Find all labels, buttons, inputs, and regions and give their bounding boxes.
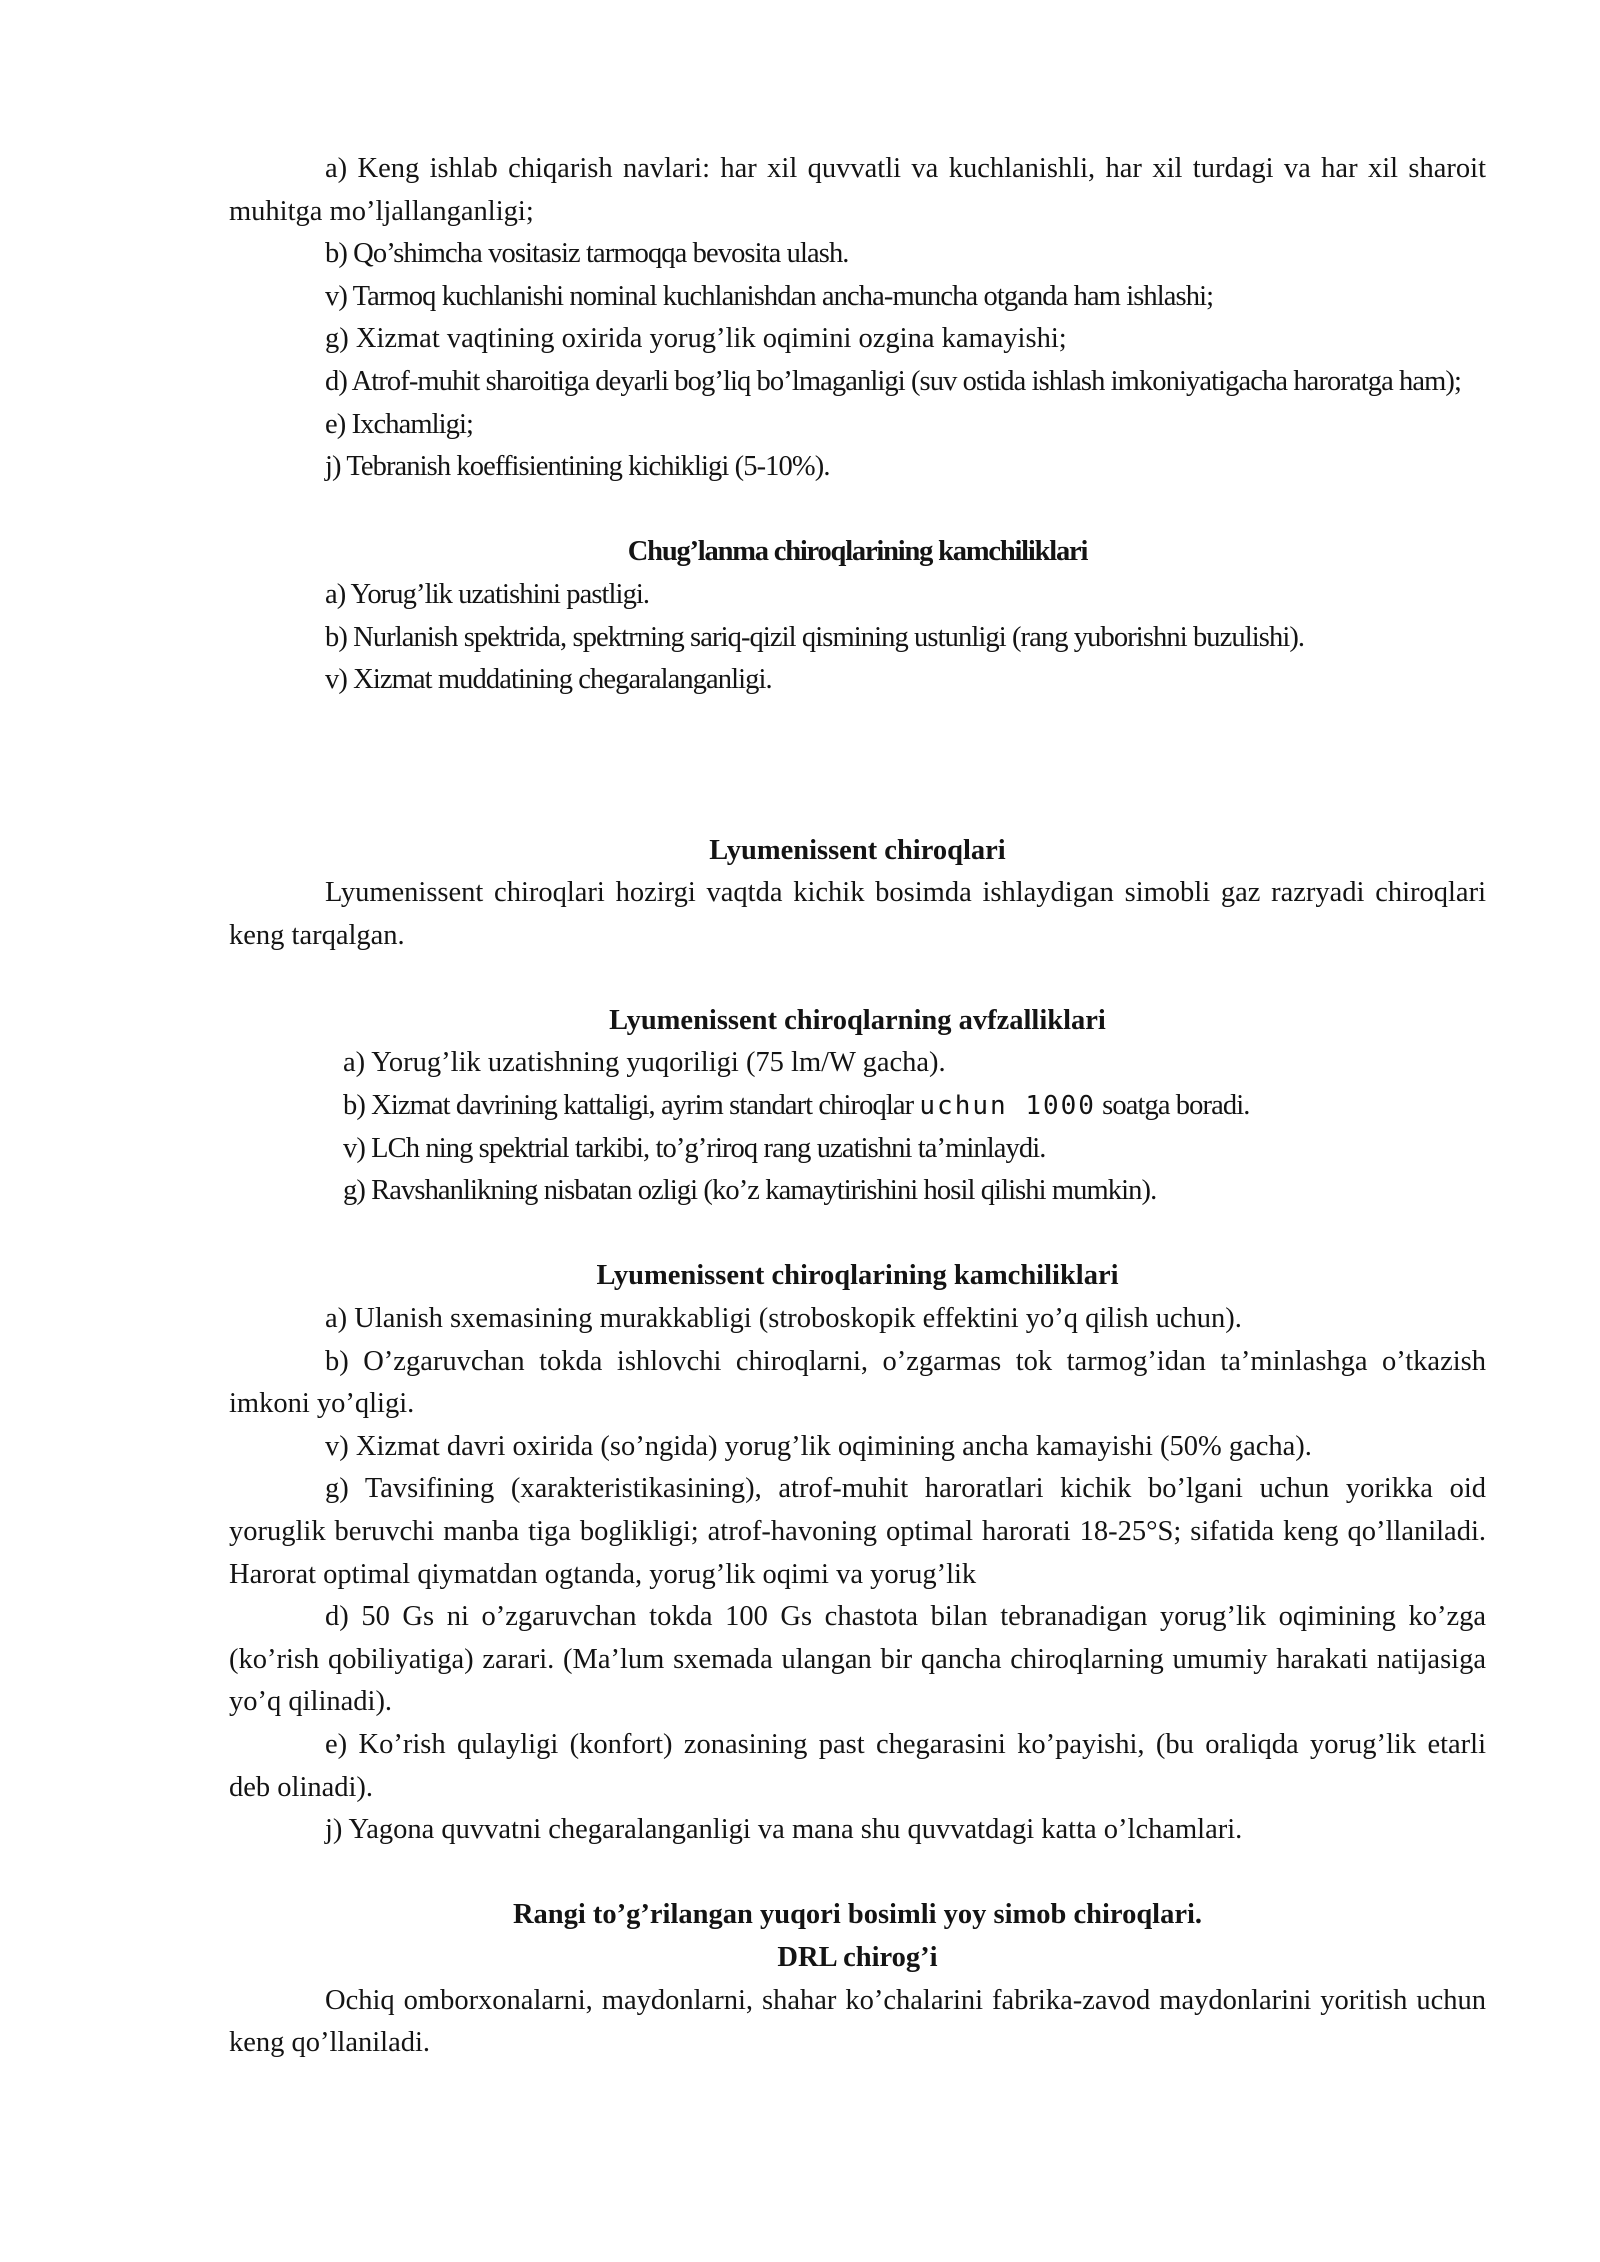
section-heading-incandescent-drawbacks: Chug’lanma chiroqlarining kamchiliklari [627,536,1088,568]
fluorescent-drawback-a: a) Ulanish sxemasining murakkabligi (stroboskopik effektini yo’q qilish uchun). [325,1303,1242,1335]
advantages-item-e: e) Ixchamligi; [325,408,474,440]
section-heading-fluorescent-advantages: Lyumenissent chiroqlarning avfzalliklari [609,1004,1106,1036]
advantages-item-d: d) Atrof-muhit sharoitiga deyarli bog’liq bo’lmaganligi (suv ostida ishlash imkoniyatigacha haroratga ham); [325,365,1462,397]
advantages-item-g: g) Xizmat vaqtining oxirida yorug’lik oqimini ozgina kamayishi; [325,323,1067,355]
section-heading-fluorescent-drawbacks: Lyumenissent chiroqlarining kamchiliklari [596,1260,1119,1292]
fluorescent-advantage-a: a) Yorug’lik uzatishning yuqoriligi (75 lm/W gacha). [343,1047,946,1079]
fluorescent-intro-paragraph: Lyumenissent chiroqlari hozirgi vaqtda kichik bosimda ishlaydigan simobli gaz razryadi chiroqlari keng tarqalgan. [229,877,1486,951]
fluorescent-advantage-g: g) Ravshanlikning nisbatan ozligi (ko’z kamaytirishini hosil qilishi mumkin). [343,1175,1157,1207]
advantages-item-b: b) Qo’shimcha vositasiz tarmoqqa bevosita ulash. [325,238,849,270]
fluorescent-drawback-b: b) O’zgaruvchan tokda ishlovchi chiroqlarni, o’zgarmas tok tarmog’idan ta’minlashga o’tkazish imkoni yo’qligi. [229,1345,1486,1420]
fluorescent-advantage-b [229,1085,1486,1128]
section-heading-fluorescent: Lyumenissent chiroqlari [709,834,1006,866]
spacer [229,1852,1486,1895]
advantage-b-text-end: soatga boradi. [1095,1090,1250,1122]
spacer [229,957,1486,1000]
advantages-item-a: a) Keng ishlab chiqarish navlari: har xil quvvatli va kuchlanishli, har xil turdagi va har xil sharoit muhitga mo’ljallanganligi; [229,153,1486,227]
spacer [229,702,1486,830]
spacer [229,1213,1486,1256]
fluorescent-drawback-v: v) Xizmat davri oxirida (so’ngida) yorug’lik oqimining ancha kamayishi (50% gacha). [325,1430,1312,1462]
advantage-b-text-start: b) Xizmat davrining kattaligi, ayrim standart chiroqlar [343,1090,920,1122]
section-heading-drl-lamps: Rangi to’g’rilangan yuqori bosimli yoy simob chiroqlari. [512,1899,1203,1931]
drawbacks-item-v: v) Xizmat muddatining chegaralanganligi. [325,664,772,696]
drawbacks-item-b: b) Nurlanish spektrida, spektrning sariq-qizil qismining ustunligi (rang yuborishni buzulishi). [325,621,1305,653]
document-page [229,148,1486,2065]
fluorescent-drawback-j: j) Yagona quvvatni chegaralanganligi va mana shu quvvatdagi katta o’lchamlari. [325,1814,1243,1846]
fluorescent-drawback-e: e) Ko’rish qulayligi (konfort) zonasining past chegarasini ko’payishi, (bu oraliqda yorug’lik etarli deb olinadi). [229,1728,1486,1803]
spacer [229,489,1486,532]
fluorescent-advantage-v: v) LCh ning spektrial tarkibi, to’g’riroq rang uzatishni ta’minlaydi. [343,1132,1046,1164]
advantage-b-monospace-text: uchun 1000 [919,1091,1096,1122]
section-subheading-drl: DRL chirog’i [777,1941,938,1973]
drl-paragraph: Ochiq omborxonalarni, maydonlarni, shahar ko’chalarini fabrika-zavod maydonlarini yoritish uchun keng qo’llaniladi. [229,1984,1486,2059]
fluorescent-drawback-g: g) Tavsifining (xarakteristikasining), atrof-muhit haroratlari kichik bo’lgani uchun yorikka oid yoruglik beruvchi manba tiga boglikligi; atrof-havoning optimal harorati 18-25°S; sifatida keng qo’llaniladi. Harorat optimal qiymatdan ogtanda, yorug’lik oqimi va yorug’lik [229,1473,1486,1590]
drawbacks-item-a: a) Yorug’lik uzatishini pastligi. [325,578,650,610]
fluorescent-drawback-d: d) 50 Gs ni o’zgaruvchan tokda 100 Gs chastota bilan tebranadigan yorug’lik oqimining ko’zga (ko’rish qobiliyatiga) zarari. (Ma’lum sxemada ulangan bir qancha chiroqlarning umumiy harakati natijasiga yo’q qilinadi). [229,1601,1486,1718]
advantages-item-v: v) Tarmoq kuchlanishi nominal kuchlanishdan ancha-muncha otganda ham ishlashi; [325,280,1214,312]
advantages-item-j: j) Tebranish koeffisientining kichikligi (5-10%). [325,451,830,483]
